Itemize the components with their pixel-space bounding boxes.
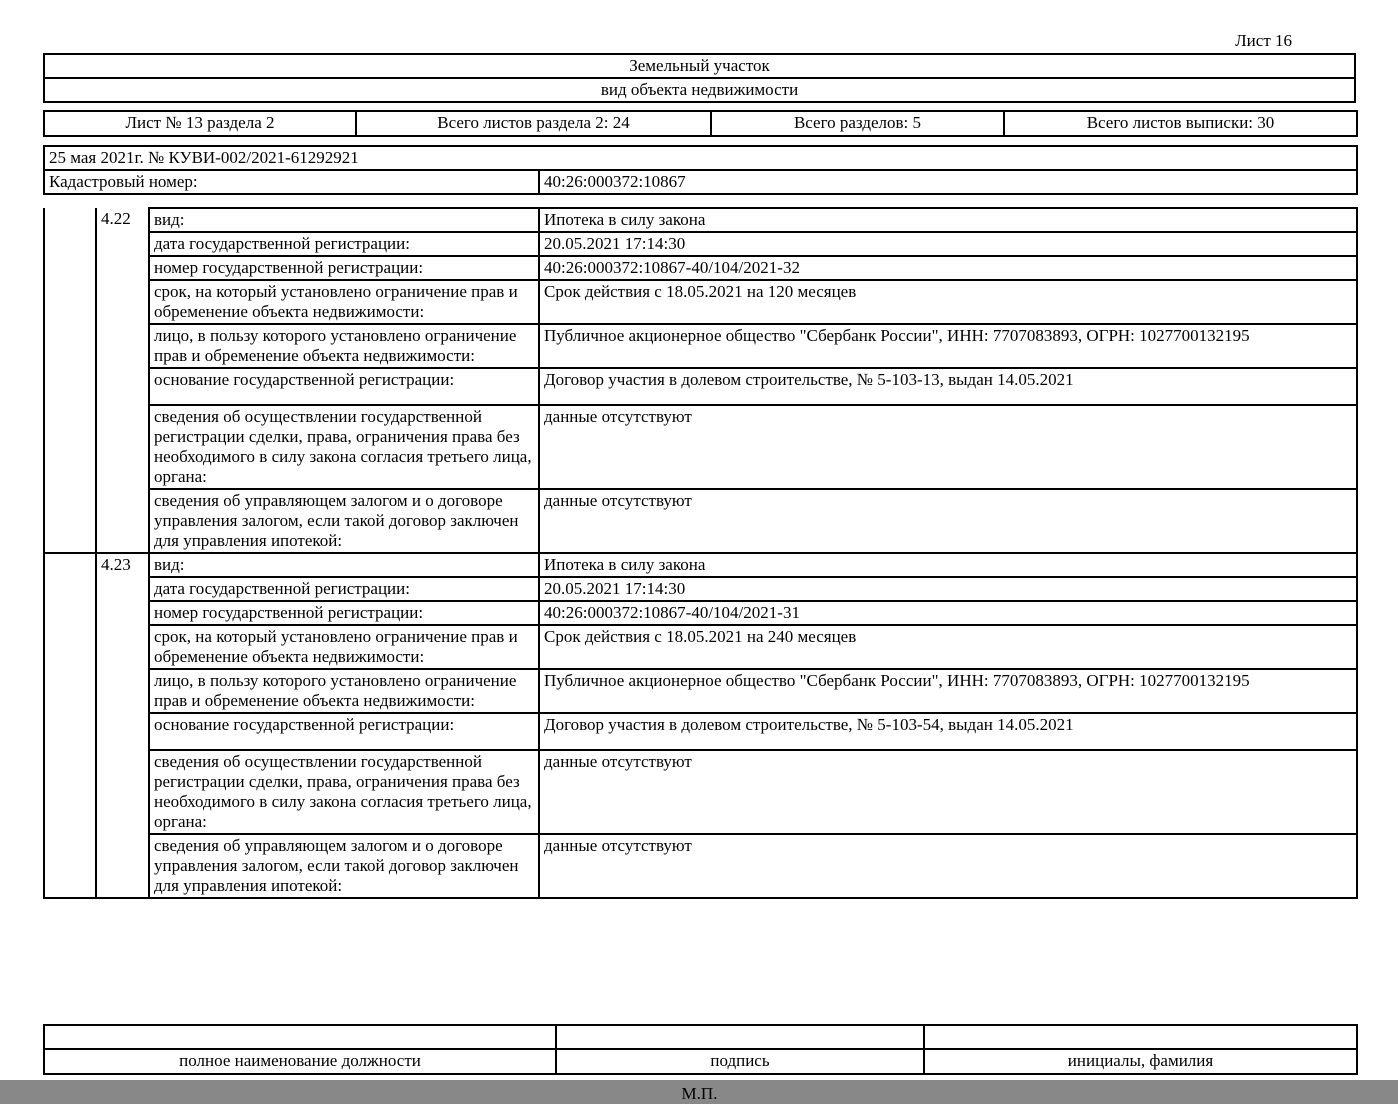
record-label-cell: дата государственной регистрации: bbox=[149, 577, 539, 601]
encumbrance-records-table bbox=[43, 207, 1358, 899]
record-label-cell: лицо, в пользу которого установлено ограничение прав и обременение объекта недвижимости: bbox=[149, 324, 539, 368]
record-label-cell: основание государственной регистрации: bbox=[149, 368, 539, 405]
record-label-cell: вид: bbox=[149, 553, 539, 577]
record-row bbox=[44, 713, 1357, 750]
record-row bbox=[44, 208, 1357, 232]
total-sheets-cell: Всего листов выписки: 30 bbox=[1004, 111, 1357, 136]
record-margin-cell bbox=[44, 553, 96, 898]
cadastral-label: Кадастровый номер: bbox=[44, 170, 539, 194]
position-label: полное наименование должности bbox=[44, 1049, 556, 1074]
record-block-4-23 bbox=[44, 553, 1357, 898]
record-label-cell: сведения об управляющем залогом и о договоре управления залогом, если такой договор заключен для управления ипотекой: bbox=[149, 834, 539, 898]
sheet-number: Лист 16 bbox=[1235, 31, 1292, 50]
record-row bbox=[44, 324, 1357, 368]
object-type-table bbox=[43, 53, 1356, 103]
name-label: инициалы, фамилия bbox=[924, 1049, 1357, 1074]
record-value-cell: Договор участия в долевом строительстве, № 5-103-54, выдан 14.05.2021 bbox=[539, 713, 1357, 750]
record-row bbox=[44, 256, 1357, 280]
record-value-cell: 20.05.2021 17:14:30 bbox=[539, 232, 1357, 256]
record-value-cell: Ипотека в силу закона bbox=[539, 553, 1357, 577]
record-row bbox=[44, 232, 1357, 256]
object-type-caption: вид объекта недвижимости bbox=[44, 78, 1355, 102]
record-value-cell: 40:26:000372:10867-40/104/2021-32 bbox=[539, 256, 1357, 280]
record-value-cell: 40:26:000372:10867-40/104/2021-31 bbox=[539, 601, 1357, 625]
record-value-cell: Договор участия в долевом строительстве, № 5-103-13, выдан 14.05.2021 bbox=[539, 368, 1357, 405]
record-row bbox=[44, 750, 1357, 834]
record-number: 4.22 bbox=[96, 208, 149, 553]
record-value-cell: Срок действия с 18.05.2021 на 120 месяцев bbox=[539, 280, 1357, 324]
record-row bbox=[44, 368, 1357, 405]
record-label-cell: сведения об управляющем залогом и о договоре управления залогом, если такой договор заключен для управления ипотекой: bbox=[149, 489, 539, 553]
record-row bbox=[44, 489, 1357, 553]
position-fill-cell bbox=[44, 1025, 556, 1049]
record-label-cell: основание государственной регистрации: bbox=[149, 713, 539, 750]
record-label-cell: сведения об осуществлении государственной регистрации сделки, права, ограничения права без необходимого в силу закона согласия третьего лица, органа: bbox=[149, 750, 539, 834]
record-value-cell: данные отсутствуют bbox=[539, 489, 1357, 553]
record-row bbox=[44, 834, 1357, 898]
record-row bbox=[44, 405, 1357, 489]
signature-table bbox=[43, 1024, 1358, 1075]
record-block-4-22 bbox=[44, 208, 1357, 553]
signature-fill-row bbox=[44, 1025, 1357, 1049]
record-value-cell: Публичное акционерное общество "Сбербанк России", ИНН: 7707083893, ОГРН: 1027700132195 bbox=[539, 669, 1357, 713]
record-value-cell: данные отсутствуют bbox=[539, 834, 1357, 898]
signature-labels-row bbox=[44, 1049, 1357, 1074]
record-value-cell: Срок действия с 18.05.2021 на 240 месяцев bbox=[539, 625, 1357, 669]
record-number: 4.23 bbox=[96, 553, 149, 898]
extract-date-row bbox=[44, 146, 1357, 170]
object-type-value: Земельный участок bbox=[44, 54, 1355, 78]
sheet-counters-row bbox=[44, 111, 1357, 136]
sheet-info-cell: Лист № 13 раздела 2 bbox=[44, 111, 356, 136]
record-row bbox=[44, 625, 1357, 669]
total-sections-cell: Всего разделов: 5 bbox=[711, 111, 1004, 136]
record-value-cell: 20.05.2021 17:14:30 bbox=[539, 577, 1357, 601]
record-label-cell: дата государственной регистрации: bbox=[149, 232, 539, 256]
cadastral-row bbox=[44, 170, 1357, 194]
record-row bbox=[44, 577, 1357, 601]
record-label-cell: срок, на который установлено ограничение прав и обременение объекта недвижимости: bbox=[149, 625, 539, 669]
stamp-place-label: М.П. bbox=[681, 1084, 718, 1103]
record-value-cell: Ипотека в силу закона bbox=[539, 208, 1357, 232]
record-label-cell: вид: bbox=[149, 208, 539, 232]
record-row bbox=[44, 280, 1357, 324]
sheet-counters-table bbox=[43, 110, 1358, 137]
record-margin-cell bbox=[44, 208, 96, 553]
object-type-row bbox=[44, 54, 1355, 78]
extract-date-number: 25 мая 2021г. № КУВИ-002/2021-61292921 bbox=[44, 146, 1357, 170]
name-fill-cell bbox=[924, 1025, 1357, 1049]
record-row bbox=[44, 553, 1357, 577]
signature-fill-cell bbox=[556, 1025, 924, 1049]
record-row bbox=[44, 601, 1357, 625]
cadastral-value: 40:26:000372:10867 bbox=[539, 170, 1357, 194]
extract-info-table bbox=[43, 145, 1358, 195]
record-label-cell: срок, на который установлено ограничение прав и обременение объекта недвижимости: bbox=[149, 280, 539, 324]
record-value-cell: данные отсутствуют bbox=[539, 405, 1357, 489]
record-label-cell: сведения об осуществлении государственной регистрации сделки, права, ограничения права без необходимого в силу закона согласия третьего лица, органа: bbox=[149, 405, 539, 489]
signature-label: подпись bbox=[556, 1049, 924, 1074]
object-type-caption-row bbox=[44, 78, 1355, 102]
record-row bbox=[44, 669, 1357, 713]
record-value-cell: данные отсутствуют bbox=[539, 750, 1357, 834]
document-content bbox=[43, 31, 1356, 1104]
record-value-cell: Публичное акционерное общество "Сбербанк России", ИНН: 7707083893, ОГРН: 1027700132195 bbox=[539, 324, 1357, 368]
record-label-cell: номер государственной регистрации: bbox=[149, 256, 539, 280]
record-label-cell: лицо, в пользу которого установлено ограничение прав и обременение объекта недвижимости: bbox=[149, 669, 539, 713]
section-sheets-cell: Всего листов раздела 2: 24 bbox=[356, 111, 711, 136]
record-label-cell: номер государственной регистрации: bbox=[149, 601, 539, 625]
